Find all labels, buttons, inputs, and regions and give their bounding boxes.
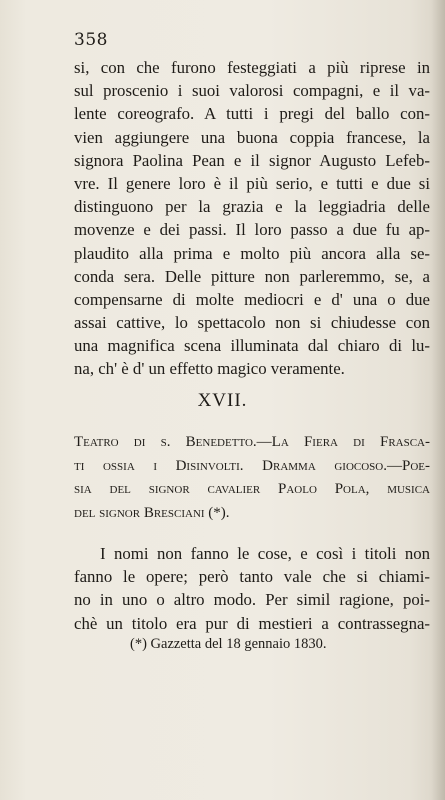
- section-heading: XVII.: [197, 390, 248, 411]
- body-paragraph-1: [74, 56, 430, 381]
- text-line: vien aggiungere una buona coppia francese, la: [74, 127, 430, 147]
- subtitle-line: ti ossia i Disinvolti. Dramma giocoso.—Poe-: [74, 457, 430, 474]
- text-line: plaudito alla prima e molto più ancora alla se-: [74, 243, 430, 263]
- footnote: (*) Gazzetta del 18 gennaio 1830.: [130, 636, 327, 652]
- section-subtitle: [74, 431, 430, 525]
- text-line: na, ch' è d' un effetto magico veramente.: [74, 359, 345, 379]
- subtitle-line: sia del signor cavalier Paolo Pola, musica: [74, 481, 430, 497]
- body-paragraph-2: [74, 542, 430, 635]
- text-line: I nomi non fanno le cose, e così i titoli non: [100, 544, 430, 563]
- text-line: movenze e dei passi. Il loro passo a due fu ap-: [74, 220, 430, 240]
- text-line: conda sera. Delle pitture non parleremmo, se, a: [74, 266, 430, 286]
- text-line: signora Paolina Pean e il signor Augusto Lefeb-: [74, 150, 430, 170]
- text-line: sul proscenio i suoi valorosi compagni, e il va-: [74, 81, 430, 101]
- text-line: no in uno o altro modo. Per simil ragione, poi-: [74, 590, 430, 610]
- text-line: compensarne di molte mediocri e d' una o due: [74, 289, 430, 309]
- subtitle-line: Teatro di s. Benedetto.—La Fiera di Frasca-: [74, 434, 430, 450]
- page-number: 358: [74, 30, 108, 50]
- subtitle-line: del signor Bresciani (*).: [74, 504, 230, 521]
- text-line: chè un titolo era pur di mestieri a contrassegna-: [74, 613, 430, 633]
- text-line: una magnifica scena illuminata dal chiaro di lu-: [74, 336, 430, 356]
- text-line: vre. Il genere loro è il più serio, e tutti e due si: [74, 173, 430, 193]
- text-line: lente coreografo. A tutti i pregi del ballo con-: [74, 104, 430, 124]
- text-line: fanno le opere; però tanto vale che si chiami-: [74, 567, 430, 587]
- text-line: distinguono per la grazia e la leggiadria delle: [74, 197, 430, 217]
- text-line: assai cattive, lo spettacolo non si chiudesse con: [74, 313, 430, 333]
- text-line: si, con che furono festeggiati a più riprese in: [74, 58, 430, 77]
